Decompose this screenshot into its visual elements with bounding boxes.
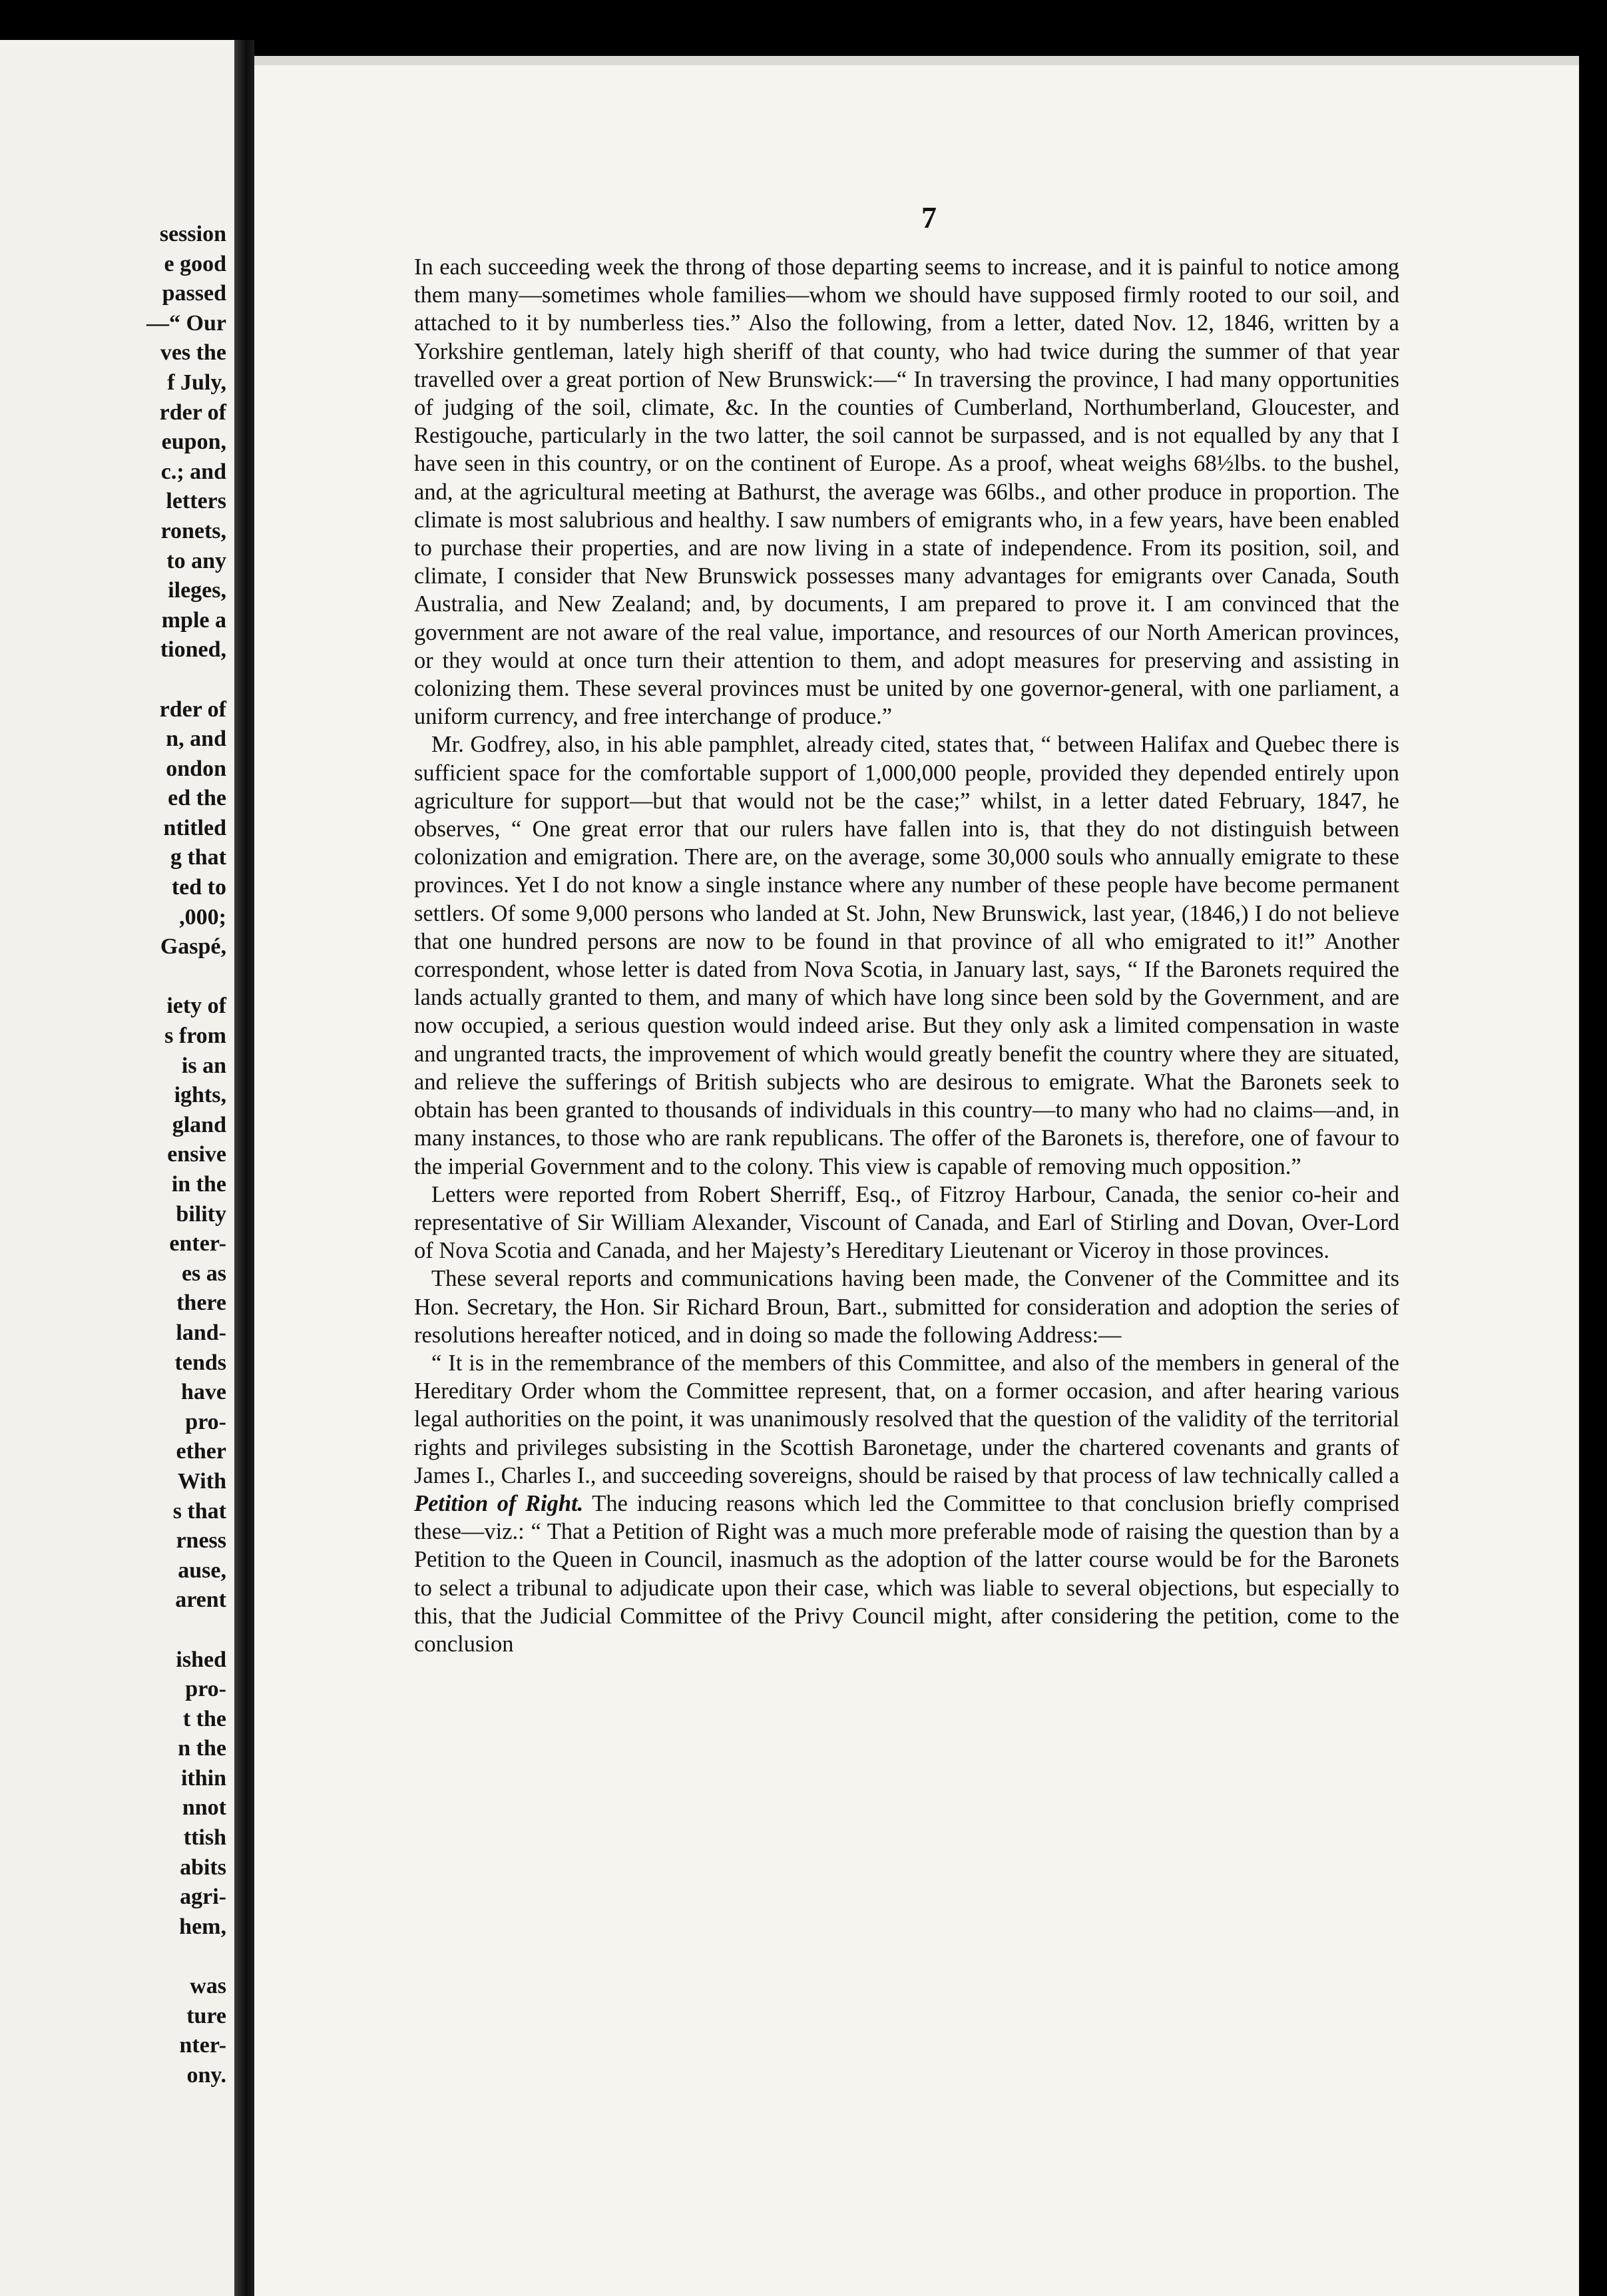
left-line-fragment: t the (182, 1706, 226, 1731)
left-line-fragment: —“ Our (146, 310, 226, 336)
left-line-fragment: eupon, (161, 430, 226, 455)
left-line-fragment: ,000; (179, 904, 226, 930)
left-line-fragment: iety of (166, 994, 226, 1019)
page-number: 7 (921, 200, 937, 234)
left-line-fragment: rder of (159, 697, 226, 722)
left-line-fragment: gland (172, 1112, 226, 1137)
left-line-fragment: ted to (171, 875, 226, 900)
page-top-edge (254, 56, 1579, 65)
paragraph: In each succeeding week the throng of those departing seems to increase, and it is painful to notice among them many—sometimes whole families—whom we should have supposed firmly rooted to our soil, and attached to it by numberless ties.” Also the following, from a letter, dated Nov. 12, 1846, written by a Yorkshire gentleman, lately high sheriff of that county, who had twice during the summer of that year travelled over a great portion of New Brunswick:—“ In traversing the province, I had many opportunities of judging of the soil, climate, &c. In the counties of Cumberland, Northumberland, Gloucester, and Restigouche, particularly in the two latter, the soil cannot be surpassed, and is not equalled by any that I have seen in this country, or on the continent of Europe. As a proof, wheat weighs 68½lbs. to the bushel, and, at the agricultural meeting at Bathurst, the average was 66lbs., and other produce in proportion. The climate is most salubrious and healthy. I saw numbers of emigrants who, in a few years, have been enabled to purchase their properties, and are now living in a state of independence. From its position, soil, and climate, I consider that New Brunswick possesses many advantages for emigrants over Canada, South Australia, and New Zealand; and, by documents, I am prepared to prove it. I am convinced that the government are not aware of the real value, importance, and resources of our North American provinces, or they would at once turn their attention to them, and adopt measures for preserving and assisting in colonizing them. These several provinces must be united by one governor-general, with one parliament, a uniform currency, and free interchange of produce.” (414, 254, 1399, 730)
left-line-fragment: ensive (167, 1142, 226, 1167)
left-line-fragment: rness (176, 1528, 226, 1554)
left-line-fragment: c.; and (160, 459, 226, 484)
left-line-fragment: agri- (180, 1884, 226, 1910)
left-line-fragment: in the (171, 1172, 226, 1197)
paragraph: These several reports and communications having been made, the Convener of the Committee and its Hon. Secretary, the Hon. Sir Richard Broun, Bart., submitted for consideration and adoption the series of resolutions hereafter noticed, and in doing so made the following Address:— (414, 1266, 1399, 1348)
left-line-fragment: n the (178, 1736, 226, 1761)
left-line-fragment: have (181, 1380, 226, 1405)
paragraph: Mr. Godfrey, also, in his able pamphlet, already cited, states that, “ between Halifax and Quebec there is sufficient space for the comfortable support of 1,000,000 people, provided they depended entirely upon agriculture for support—but that would not be the case;” whilst, in a letter dated February, 1847, he observes, “ One great error that our rulers have fallen into is, that they do not distinguish between colonization and emigration. There are, on the average, some 30,000 souls who annually emigrate to these provinces. Yet I do not know a single instance where any number of these people have become permanent settlers. Of some 9,000 persons who landed at St. John, New Brunswick, last year, (1846,) I do not believe that one hundred persons are now to be found in that province of all who emigrated to it!” Another correspondent, whose letter is dated from Nova Scotia, in January last, says, “ If the Baronets required the lands actually granted to them, and many of which have long since been sold by the Government, and are now occupied, a serious question would indeed arise. But they only ask a limited compensation in waste and ungranted tracts, the improvement of which would greatly benefit the country where they are situated, and relieve the sufferings of British subjects who are desirous to emigrate. What the Baronets seek to obtain has been granted to thousands of individuals in this country—to many who had no claims—and, in many instances, to those who are rank republicans. The offer of the Baronets is, therefore, one of favour to the imperial Government and to the colony. This view is capable of removing much opposition.” (414, 732, 1399, 1179)
left-line-fragment: session (159, 222, 226, 246)
left-line-fragment: hem, (179, 1914, 226, 1939)
left-line-fragment: f July, (167, 370, 226, 395)
left-line-fragment: ithin (180, 1765, 226, 1791)
left-line-fragment: there (176, 1291, 226, 1316)
italic-term: Petition of Right. (414, 1490, 584, 1516)
left-line-fragment: Gaspé, (160, 934, 226, 960)
left-line-fragment: letters (166, 489, 226, 514)
left-line-fragment: n, and (166, 726, 226, 752)
left-line-fragment: rder of (159, 400, 226, 425)
left-line-fragment: nnot (182, 1795, 226, 1821)
left-line-fragment: ntitled (163, 815, 226, 840)
left-line-fragment: ondon (166, 756, 226, 781)
left-line-fragment: ileges, (168, 578, 226, 603)
left-line-fragment: tends (174, 1350, 226, 1375)
paragraph (414, 1349, 1399, 1658)
left-line-fragment: ished (176, 1647, 226, 1672)
left-line-fragment: abits (180, 1855, 226, 1880)
left-line-fragment: pro- (185, 1677, 226, 1702)
left-line-fragment: g that (170, 845, 226, 870)
left-line-fragment (146, 1942, 226, 1972)
left-line-fragment: land- (176, 1320, 226, 1345)
body-text (414, 253, 1399, 1658)
left-line-fragment: ture (186, 2003, 226, 2028)
left-line-fragment: arent (175, 1587, 226, 1613)
left-line-fragment: bility (176, 1201, 226, 1227)
left-line-fragment: s that (172, 1498, 226, 1524)
left-line-fragment: to any (166, 548, 226, 573)
left-line-fragment: ony. (186, 2062, 226, 2088)
left-line-fragment: ights, (174, 1083, 226, 1108)
left-line-fragment: ttish (183, 1825, 226, 1851)
paragraph-text-end: The inducing reasons which led the Committee to that conclusion briefly comprised these—viz.: “ That a Petition of Right was a much more preferable mode of raising the question than by a Petition to the Queen in Council, inasmuch as the adoption of the latter course would be for the Baronets to select a tribunal to adjudicate upon their case, which was liable to several objections, but especially to this, that the Judicial Committee of the Privy Council might, after considering the petition, come to the conclusion (414, 1490, 1399, 1657)
left-line-fragment (146, 962, 226, 992)
left-line-fragment: es as (181, 1261, 226, 1286)
left-line-fragment: mple a (161, 607, 226, 633)
left-page-fragment (0, 40, 234, 2296)
left-line-fragment: pro- (185, 1409, 226, 1434)
left-line-fragment: ronets, (160, 518, 226, 543)
left-page-line-fragments (146, 220, 226, 2090)
left-line-fragment: e good (164, 251, 226, 276)
left-line-fragment: is an (181, 1053, 226, 1078)
left-line-fragment: enter- (169, 1231, 226, 1257)
left-line-fragment: ause, (178, 1558, 226, 1583)
left-line-fragment: was (190, 1974, 226, 1999)
book-gutter (234, 40, 254, 2296)
left-line-fragment: With (177, 1468, 226, 1494)
left-line-fragment: s from (164, 1023, 226, 1049)
left-line-fragment: ed the (168, 786, 226, 811)
left-line-fragment: passed (162, 281, 226, 306)
left-line-fragment: ves the (160, 340, 226, 366)
left-line-fragment: nter- (179, 2033, 226, 2058)
left-line-fragment: tioned, (160, 637, 226, 663)
left-line-fragment: ether (176, 1439, 226, 1464)
paragraph: Letters were reported from Robert Sherriff, Esq., of Fitzroy Harbour, Canada, the senior co-heir and representative of Sir William Alexander, Viscount of Canada, and Earl of Stirling and Dovan, Over-Lord of Nova Scotia and Canada, and her Majesty’s Hereditary Lieutenant or Viceroy in those provinces. (414, 1181, 1399, 1264)
paragraph-text-start: “ It is in the remembrance of the members of this Committee, and also of the members in general of the Hereditary Order whom the Committee represent, that, on a former occasion, and after hearing various legal authorities on the point, it was unanimously resolved that the question of the validity of the territorial rights and privileges subsisting in the Scottish Baronetage, under the chartered covenants and grants of James I., Charles I., and succeeding sovereigns, should be raised by that process of law technically called a (414, 1350, 1399, 1488)
left-line-fragment (146, 1615, 226, 1645)
left-line-fragment (146, 665, 226, 695)
